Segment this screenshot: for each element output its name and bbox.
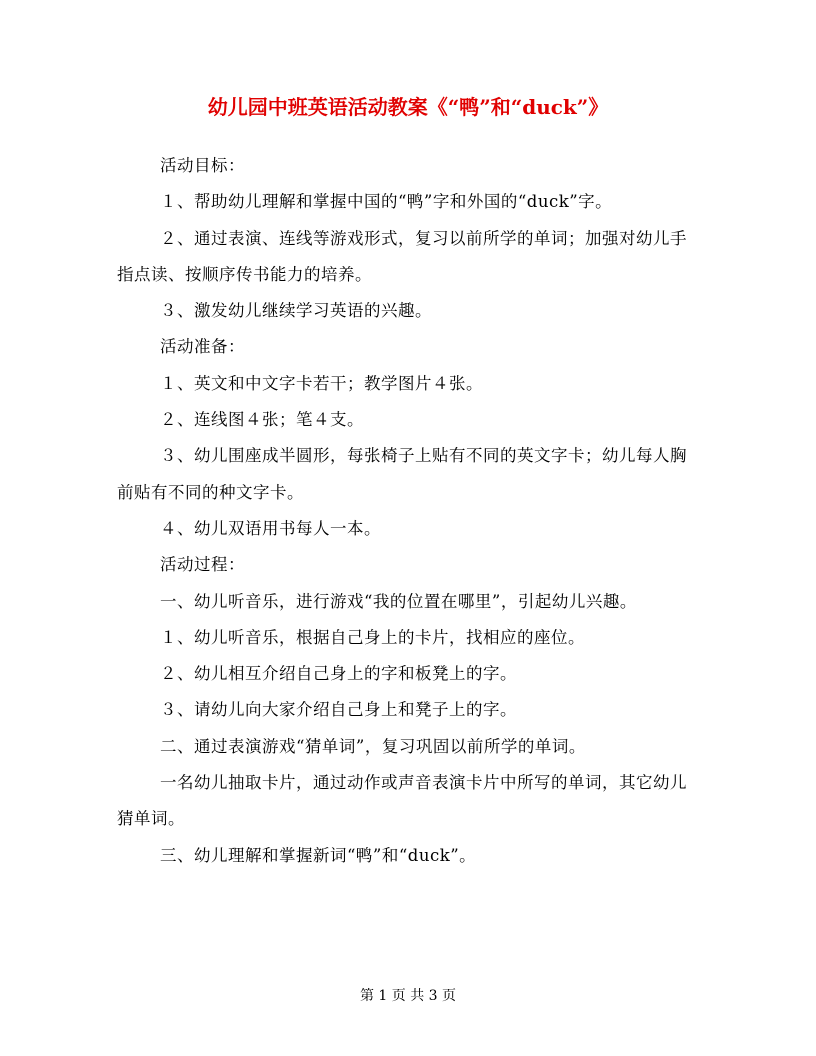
paragraph: １、幼儿听音乐，根据自己身上的卡片，找相应的座位。 bbox=[160, 627, 585, 647]
paragraph: ３、激发幼儿继续学习英语的兴趣。 bbox=[160, 301, 432, 321]
paragraph: １、帮助幼儿理解和掌握中国的“鸭”字和外国的“duck”字。 bbox=[160, 192, 613, 212]
document-body bbox=[117, 148, 697, 874]
page-footer: 第 1 页 共 3 页 bbox=[359, 988, 457, 1004]
paragraph: 活动目标： bbox=[160, 156, 245, 175]
paragraph: 活动准备： bbox=[160, 337, 245, 357]
paragraph: １、英文和中文字卡若干；教学图片４张。 bbox=[160, 373, 483, 393]
document-title: 幼儿园中班英语活动教案《“鸭”和“duck”》 bbox=[207, 95, 609, 119]
paragraph: ２、幼儿相互介绍自己身上的字和板凳上的字。 bbox=[160, 664, 517, 684]
paragraph: ３、请幼儿向大家介绍自己身上和凳子上的字。 bbox=[160, 700, 517, 720]
paragraph: 一、幼儿听音乐，进行游戏“我的位置在哪里”，引起幼儿兴趣。 bbox=[160, 591, 637, 611]
paragraph: 活动过程： bbox=[160, 555, 245, 575]
paragraph: ２、连线图４张；笔４支。 bbox=[160, 410, 364, 430]
paragraph: ２、通过表演、连线等游戏形式，复习以前所学的单词；加强对幼儿手指点读、按顺序传书能力的培养。 bbox=[117, 228, 687, 284]
paragraph: ４、幼儿双语用书每人一本。 bbox=[160, 518, 381, 538]
paragraph: 二、通过表演游戏“猜单词”，复习巩固以前所学的单词。 bbox=[160, 736, 586, 756]
paragraph: 一名幼儿抽取卡片，通过动作或声音表演卡片中所写的单词，其它幼儿猜单词。 bbox=[117, 773, 687, 829]
paragraph: ３、幼儿围座成半圆形，每张椅子上贴有不同的英文字卡；幼儿每人胸前贴有不同的种文字卡。 bbox=[117, 446, 687, 502]
paragraph: 三、幼儿理解和掌握新词“鸭”和“duck”。 bbox=[160, 845, 477, 865]
